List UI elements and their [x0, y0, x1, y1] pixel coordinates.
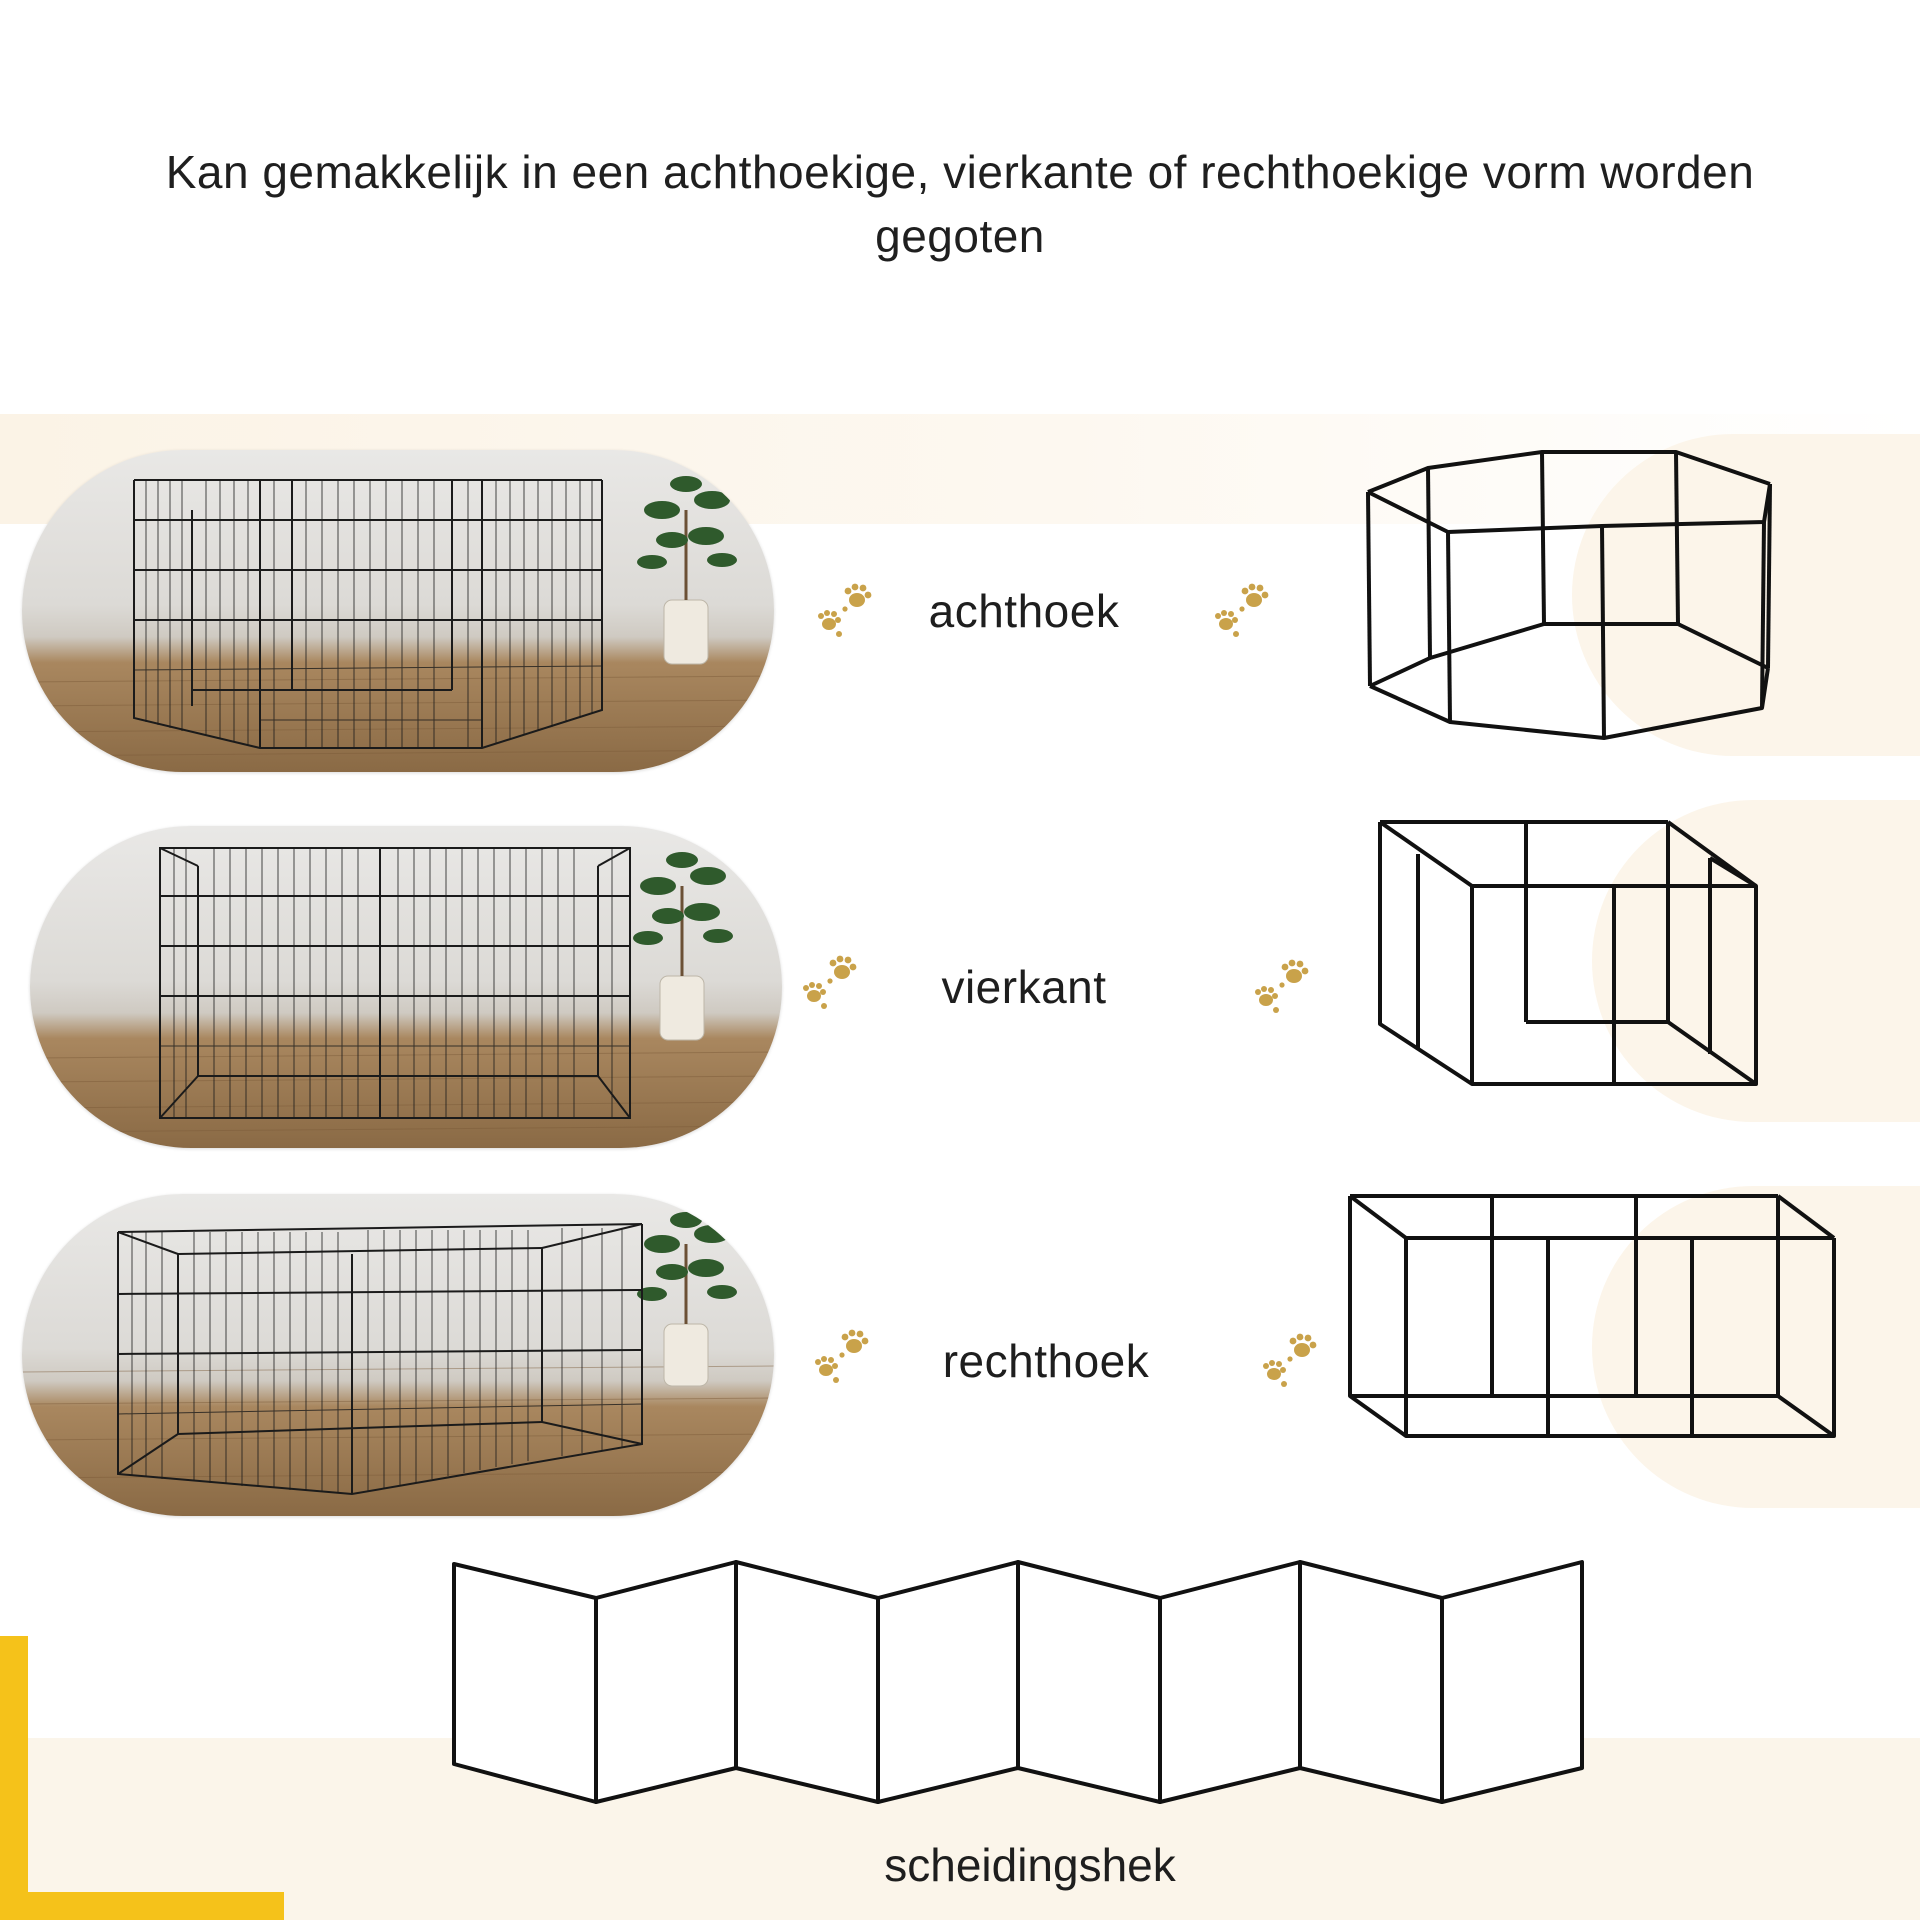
- divider-label: scheidingshek: [884, 1839, 1176, 1891]
- square-playpen-photo: [30, 826, 782, 1148]
- corner-accent-horizontal: [0, 1892, 284, 1920]
- paw-prints-icon: [1260, 1326, 1324, 1390]
- headline-line-2: gegoten: [875, 210, 1045, 262]
- folding-divider-fence-icon: [446, 1554, 1592, 1810]
- shape-label-octagon: achthoek: [928, 585, 1120, 637]
- shape-label-square: vierkant: [941, 961, 1107, 1013]
- paw-prints-icon: [1252, 952, 1316, 1016]
- headline: [40, 140, 1880, 268]
- paw-prints-icon: [1212, 576, 1276, 640]
- headline-line-1: Kan gemakkelijk in een achthoekige, vierkante of rechthoekige vorm worden: [165, 146, 1755, 198]
- octagon-fence-outline-icon: [1360, 440, 1780, 750]
- shape-label-rectangle: rechthoek: [942, 1335, 1150, 1387]
- corner-accent-vertical: [0, 1636, 28, 1920]
- square-fence-outline-icon: [1374, 818, 1774, 1098]
- rectangle-playpen-photo: [22, 1194, 774, 1516]
- octagon-playpen-photo: [22, 450, 774, 772]
- rectangle-fence-outline-icon: [1346, 1190, 1842, 1446]
